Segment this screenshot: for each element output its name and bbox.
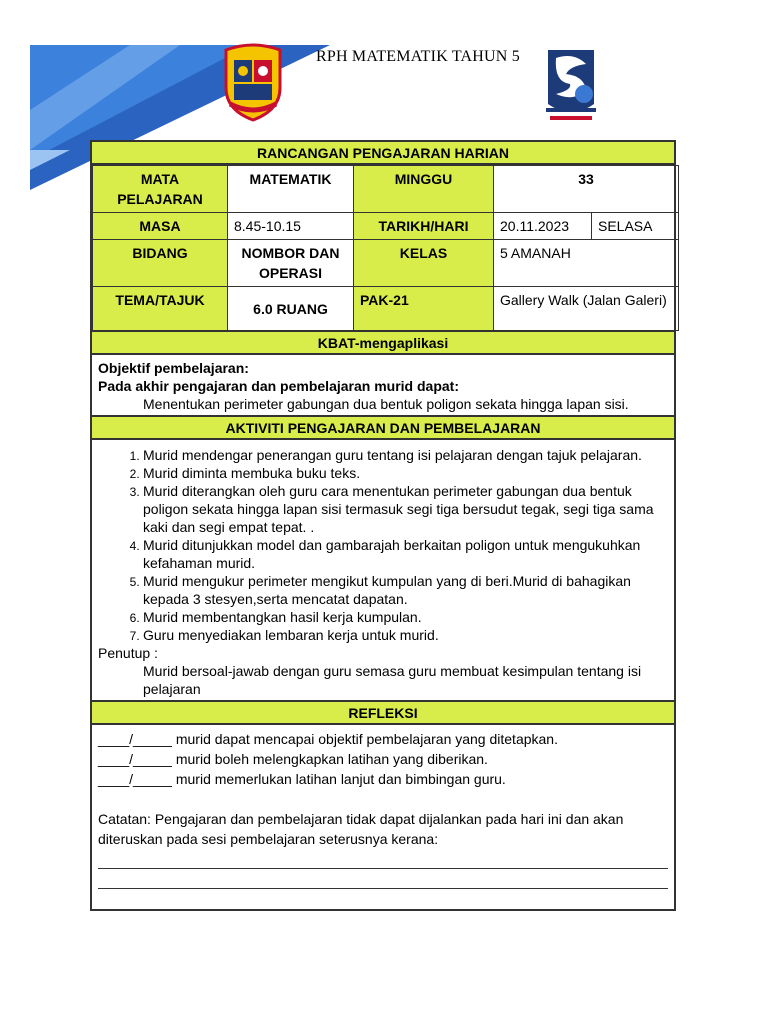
minggu-value: 33 [494,166,679,213]
tarikh-value: 20.11.2023 [494,213,592,240]
ministry-25-logo [540,44,602,126]
objective-intro: Pada akhir pengajaran dan pembelajaran murid dapat: [98,378,459,394]
pak21-value: Gallery Walk (Jalan Galeri) [494,287,679,331]
tarikh-label: TARIKH/HARI [354,213,494,240]
reflection-note: Catatan: Pengajaran dan pembelajaran tidak dapat dijalankan pada hari ini dan akan diteruskan pada sesi pembelajaran seterusnya kerana: [98,811,624,847]
activities-list [98,446,668,644]
list-item: 4. Murid ditunjukkan model dan gambarajah berkaitan poligon untuk mengukuhkan kefahaman murid. [143,536,668,572]
activities-heading: AKTIVITI PENGAJARAN DAN PEMBELAJARAN [92,415,674,440]
school-crest-logo [220,42,286,122]
objective-section [92,355,674,415]
tema-value: 6.0 RUANG [228,287,354,331]
closing-label: Penutup : [98,645,158,661]
form-title: RANCANGAN PENGAJARAN HARIAN [92,142,674,165]
bidang-value: NOMBOR DAN OPERASI [228,240,354,287]
reflection-line: ____/_____ murid memerlukan latihan lanjut dan bimbingan guru. [98,771,506,787]
reflection-heading: REFLEKSI [92,700,674,725]
closing-text: Murid bersoal-jawab dengan guru semasa guru membuat kesimpulan tentang isi pelajaran [143,663,642,697]
list-item: 1. Murid mendengar penerangan guru tentang isi pelajaran dengan tajuk pelajaran. [143,446,668,464]
list-item: 6. Murid membentangkan hasil kerja kumpulan. [143,608,668,626]
bidang-label: BIDANG [93,240,228,287]
list-item: 2. Murid diminta membuka buku teks. [143,464,668,482]
lesson-info-table [92,165,679,331]
mata-pelajaran-value: MATEMATIK [228,166,354,213]
objective-text: Menentukan perimeter gabungan dua bentuk poligon sekata hingga lapan sisi. [143,396,629,412]
kbat-bar: KBAT-mengaplikasi [92,331,674,355]
masa-label: MASA [93,213,228,240]
minggu-label: MINGGU [354,166,494,213]
hari-value: SELASA [592,213,679,240]
objective-heading: Objektif pembelajaran: [98,360,249,376]
list-item: 7. Guru menyediakan lembaran kerja untuk murid. [143,626,668,644]
lesson-plan-form [90,140,676,911]
list-item: 5. Murid mengukur perimeter mengikut kumpulan yang di beri.Murid di bahagikan kepada 3 stesyen,serta mencatat dapatan. [143,572,668,608]
reflection-line: ____/_____ murid dapat mencapai objektif pembelajaran yang ditetapkan. [98,731,558,747]
writing-line [98,869,668,889]
writing-line [98,849,668,869]
kelas-value: 5 AMANAH [494,240,679,287]
page-title: RPH MATEMATIK TAHUN 5 [316,48,520,65]
tema-label: TEMA/TAJUK [93,287,228,331]
masa-value: 8.45-10.15 [228,213,354,240]
pak21-label: PAK-21 [354,287,494,331]
mata-pelajaran-label: MATA PELAJARAN [93,166,228,213]
reflection-section [92,725,674,909]
reflection-line: ____/_____ murid boleh melengkapkan latihan yang diberikan. [98,751,488,767]
list-item: 3. Murid diterangkan oleh guru cara menentukan perimeter gabungan dua bentuk poligon sekata hingga lapan sisi termasuk segi tiga bersudut tegak, segi tiga sama kaki dan segi empat tepat. . [143,482,668,536]
activities-section [92,440,674,700]
kelas-label: KELAS [354,240,494,287]
